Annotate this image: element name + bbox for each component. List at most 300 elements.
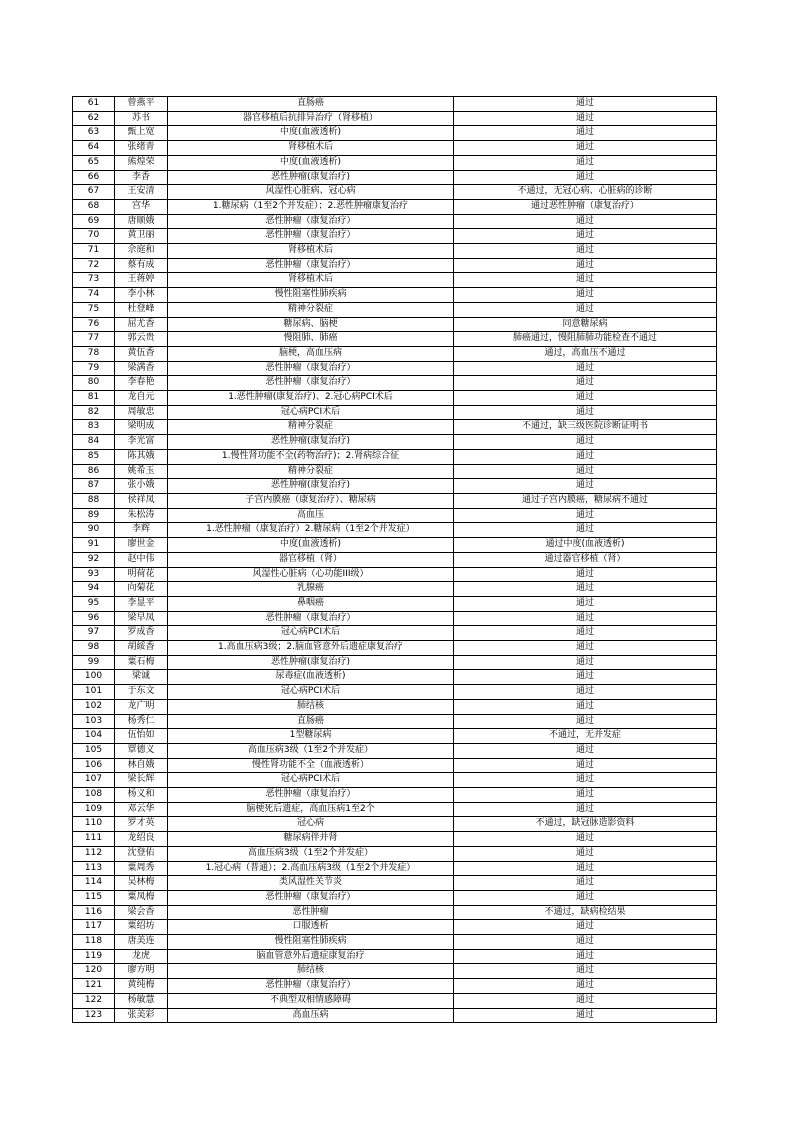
- disease-cell: 高血压病: [168, 1008, 454, 1023]
- review-result-cell: 通过: [454, 846, 717, 861]
- table-row: [73, 258, 717, 273]
- table-row: [73, 611, 717, 626]
- row-number-cell: 111: [73, 832, 115, 847]
- patient-name-cell: 李显平: [115, 596, 168, 611]
- patient-name-cell: 胡綏香: [115, 641, 168, 656]
- table-row: [73, 479, 717, 494]
- row-number-cell: 100: [73, 670, 115, 685]
- row-number-cell: 105: [73, 743, 115, 758]
- disease-cell: 中度(血液透析): [168, 538, 454, 553]
- disease-cell: 恶性肿瘤（康复治疗）: [168, 214, 454, 229]
- table-row: [73, 935, 717, 950]
- review-result-cell: 不通过，无并发症: [454, 729, 717, 744]
- disease-cell: 不典型双相情感障碍: [168, 993, 454, 1008]
- table-row: [73, 993, 717, 1008]
- patient-name-cell: 朱松涛: [115, 508, 168, 523]
- row-number-cell: 73: [73, 273, 115, 288]
- review-result-cell: 通过: [454, 479, 717, 494]
- review-result-cell: 通过: [454, 508, 717, 523]
- disease-cell: 冠心病PCI术后: [168, 405, 454, 420]
- review-result-cell: 通过: [454, 699, 717, 714]
- disease-cell: 恶性肿瘤(康复治疗): [168, 479, 454, 494]
- patient-name-cell: 姚希玉: [115, 464, 168, 479]
- review-result-cell: 通过: [454, 258, 717, 273]
- disease-cell: 恶性肿瘤（康复治疗）: [168, 361, 454, 376]
- table-row: [73, 567, 717, 582]
- table-row: [73, 317, 717, 332]
- row-number-cell: 99: [73, 655, 115, 670]
- patient-name-cell: 吴林梅: [115, 876, 168, 891]
- patient-name-cell: 屈尤香: [115, 317, 168, 332]
- patient-name-cell: 梁会香: [115, 905, 168, 920]
- row-number-cell: 103: [73, 714, 115, 729]
- review-result-cell: 通过: [454, 170, 717, 185]
- row-number-cell: 119: [73, 949, 115, 964]
- disease-cell: 风湿性心脏病、冠心病: [168, 185, 454, 200]
- row-number-cell: 108: [73, 788, 115, 803]
- disease-cell: 恶性肿瘤（康复治疗）: [168, 376, 454, 391]
- disease-cell: 恶性肿瘤（康复治疗）: [168, 229, 454, 244]
- row-number-cell: 86: [73, 464, 115, 479]
- review-result-cell: 通过: [454, 788, 717, 803]
- table-row: [73, 582, 717, 597]
- disease-cell: 脑血管意外后遗症康复治疗: [168, 949, 454, 964]
- disease-cell: 慢性阻塞性肺疾病: [168, 935, 454, 950]
- review-result-cell: 通过: [454, 935, 717, 950]
- review-result-cell: 通过: [454, 611, 717, 626]
- patient-name-cell: 王安清: [115, 185, 168, 200]
- patient-name-cell: 梁满香: [115, 361, 168, 376]
- table-row: [73, 464, 717, 479]
- patient-name-cell: 梁明成: [115, 420, 168, 435]
- row-number-cell: 97: [73, 626, 115, 641]
- row-number-cell: 92: [73, 552, 115, 567]
- table-row: [73, 802, 717, 817]
- review-result-cell: 通过: [454, 273, 717, 288]
- table-row: [73, 949, 717, 964]
- row-number-cell: 62: [73, 111, 115, 126]
- disease-cell: 1.恶性肿瘤(康复治疗)、2.冠心病PCI术后: [168, 391, 454, 406]
- table-row: [73, 773, 717, 788]
- review-result-cell: 不通过，缺病检结果: [454, 905, 717, 920]
- review-result-cell: 通过: [454, 214, 717, 229]
- review-result-cell: 通过: [454, 361, 717, 376]
- patient-name-cell: 陈其娥: [115, 449, 168, 464]
- row-number-cell: 80: [73, 376, 115, 391]
- review-result-cell: 通过: [454, 464, 717, 479]
- disease-cell: 脑梗，高血压病: [168, 346, 454, 361]
- table-row: [73, 832, 717, 847]
- disease-cell: 恶性肿瘤(康复治疗): [168, 435, 454, 450]
- review-result-cell: 通过: [454, 435, 717, 450]
- disease-cell: 尿毒症(血液透析): [168, 670, 454, 685]
- review-result-cell: 通过: [454, 641, 717, 656]
- patient-name-cell: 于东文: [115, 685, 168, 700]
- table-row: [73, 391, 717, 406]
- table-row: [73, 861, 717, 876]
- row-number-cell: 88: [73, 493, 115, 508]
- patient-name-cell: 黄纯梅: [115, 979, 168, 994]
- row-number-cell: 85: [73, 449, 115, 464]
- disease-cell: 冠心病PCI术后: [168, 685, 454, 700]
- patient-name-cell: 熊煌荣: [115, 155, 168, 170]
- review-result-cell: 通过: [454, 582, 717, 597]
- patient-name-cell: 龙虎: [115, 949, 168, 964]
- review-result-cell: 通过: [454, 523, 717, 538]
- table-row: [73, 905, 717, 920]
- table-row: [73, 641, 717, 656]
- patient-name-cell: 李小林: [115, 288, 168, 303]
- review-result-cell: 通过: [454, 670, 717, 685]
- row-number-cell: 113: [73, 861, 115, 876]
- patient-name-cell: 杨秀仁: [115, 714, 168, 729]
- review-result-cell: 不通过，缺冠脉造影资料: [454, 817, 717, 832]
- patient-name-cell: 伍怡如: [115, 729, 168, 744]
- row-number-cell: 122: [73, 993, 115, 1008]
- review-result-cell: 通过: [454, 155, 717, 170]
- review-result-cell: 通过: [454, 244, 717, 259]
- disease-cell: 肾移植术后: [168, 141, 454, 156]
- disease-cell: 恶性肿瘤（康复治疗）: [168, 611, 454, 626]
- review-result-cell: 通过: [454, 229, 717, 244]
- row-number-cell: 64: [73, 141, 115, 156]
- patient-name-cell: 佘庭和: [115, 244, 168, 259]
- review-result-cell: 通过: [454, 964, 717, 979]
- table-row: [73, 596, 717, 611]
- patient-name-cell: 罗成香: [115, 626, 168, 641]
- review-result-cell: 通过器官移植（肾）: [454, 552, 717, 567]
- disease-cell: 慢性肾功能不全（血液透析）: [168, 758, 454, 773]
- patient-name-cell: 赵中伟: [115, 552, 168, 567]
- row-number-cell: 98: [73, 641, 115, 656]
- review-result-cell: 肺癌通过，慢阻肺肺功能检查不通过: [454, 332, 717, 347]
- table-row: [73, 817, 717, 832]
- review-result-cell: 通过: [454, 97, 717, 112]
- disease-cell: 冠心病PCI术后: [168, 626, 454, 641]
- review-result-cell: 通过: [454, 802, 717, 817]
- patient-name-cell: 粟石梅: [115, 655, 168, 670]
- review-result-cell: 通过: [454, 890, 717, 905]
- table-row: [73, 111, 717, 126]
- patient-name-cell: 李光富: [115, 435, 168, 450]
- table-row: [73, 361, 717, 376]
- table-row: [73, 788, 717, 803]
- row-number-cell: 76: [73, 317, 115, 332]
- table-row: [73, 493, 717, 508]
- row-number-cell: 63: [73, 126, 115, 141]
- review-result-cell: 通过: [454, 126, 717, 141]
- row-number-cell: 71: [73, 244, 115, 259]
- disease-cell: 器官移植后抗排异治疗（肾移植）: [168, 111, 454, 126]
- row-number-cell: 79: [73, 361, 115, 376]
- patient-name-cell: 甄上宽: [115, 126, 168, 141]
- patient-name-cell: 郭云贵: [115, 332, 168, 347]
- row-number-cell: 116: [73, 905, 115, 920]
- review-result-cell: 通过: [454, 743, 717, 758]
- table-row: [73, 685, 717, 700]
- disease-cell: 肺结核: [168, 964, 454, 979]
- disease-cell: 恶性肿瘤（康复治疗）: [168, 258, 454, 273]
- patient-name-cell: 张小娥: [115, 479, 168, 494]
- row-number-cell: 90: [73, 523, 115, 538]
- disease-cell: 1.冠心病（普通）；2.高血压病3级（1至2个并发症）: [168, 861, 454, 876]
- row-number-cell: 123: [73, 1008, 115, 1023]
- row-number-cell: 89: [73, 508, 115, 523]
- row-number-cell: 93: [73, 567, 115, 582]
- table-row: [73, 449, 717, 464]
- disease-cell: 子宫内膜癌（康复治疗）、糖尿病: [168, 493, 454, 508]
- disease-cell: 糖尿病、脑梗: [168, 317, 454, 332]
- disease-cell: 恶性肿瘤(康复治疗): [168, 655, 454, 670]
- table-row: [73, 846, 717, 861]
- patient-name-cell: 王蒋婷: [115, 273, 168, 288]
- review-result-cell: 通过: [454, 714, 717, 729]
- table-row: [73, 273, 717, 288]
- review-result-cell: 通过: [454, 449, 717, 464]
- review-result-cell: 通过: [454, 302, 717, 317]
- table-row: [73, 758, 717, 773]
- table-row: [73, 97, 717, 112]
- disease-cell: 风湿性心脏病（心功能III级）: [168, 567, 454, 582]
- patient-name-cell: 黄卫丽: [115, 229, 168, 244]
- patient-name-cell: 杜登峰: [115, 302, 168, 317]
- patient-name-cell: 唐美连: [115, 935, 168, 950]
- patient-name-cell: 张美彩: [115, 1008, 168, 1023]
- table-row: [73, 626, 717, 641]
- row-number-cell: 84: [73, 435, 115, 450]
- patient-name-cell: 覃德义: [115, 743, 168, 758]
- disease-cell: 鼻咽癌: [168, 596, 454, 611]
- review-result-cell: 通过: [454, 993, 717, 1008]
- table-row: [73, 244, 717, 259]
- table-row: [73, 214, 717, 229]
- row-number-cell: 69: [73, 214, 115, 229]
- table-row: [73, 523, 717, 538]
- patient-name-cell: 罗才英: [115, 817, 168, 832]
- patient-name-cell: 向菊花: [115, 582, 168, 597]
- row-number-cell: 120: [73, 964, 115, 979]
- table-row: [73, 743, 717, 758]
- review-result-cell: 不通过，缺三级医院诊断证明书: [454, 420, 717, 435]
- review-result-cell: 通过恶性肿瘤（康复治疗）: [454, 199, 717, 214]
- patient-name-cell: 龙绍良: [115, 832, 168, 847]
- disease-cell: 慢阻肺、肺癌: [168, 332, 454, 347]
- review-result-cell: 通过: [454, 861, 717, 876]
- review-result-cell: 通过: [454, 1008, 717, 1023]
- row-number-cell: 101: [73, 685, 115, 700]
- review-result-cell: 通过: [454, 876, 717, 891]
- table-row: [73, 332, 717, 347]
- table-row: [73, 508, 717, 523]
- table-row: [73, 964, 717, 979]
- disease-cell: 恶性肿瘤(康复治疗): [168, 170, 454, 185]
- patient-name-cell: 粟凤梅: [115, 890, 168, 905]
- disease-cell: 肾移植术后: [168, 273, 454, 288]
- patient-name-cell: 杨敏慧: [115, 993, 168, 1008]
- row-number-cell: 61: [73, 97, 115, 112]
- row-number-cell: 75: [73, 302, 115, 317]
- disease-cell: 恶性肿瘤: [168, 905, 454, 920]
- disease-cell: 直肠癌: [168, 714, 454, 729]
- table-row: [73, 229, 717, 244]
- row-number-cell: 67: [73, 185, 115, 200]
- disease-cell: 中度(血液透析): [168, 126, 454, 141]
- table-row: [73, 979, 717, 994]
- review-result-cell: 通过: [454, 596, 717, 611]
- row-number-cell: 109: [73, 802, 115, 817]
- review-result-cell: 通过中度(血液透析): [454, 538, 717, 553]
- disease-cell: 口服透析: [168, 920, 454, 935]
- review-result-cell: 通过: [454, 391, 717, 406]
- review-result-cell: 通过子宫内膜癌，糖尿病不通过: [454, 493, 717, 508]
- patient-name-cell: 蔡有成: [115, 258, 168, 273]
- review-result-cell: 通过: [454, 832, 717, 847]
- patient-name-cell: 周敏忠: [115, 405, 168, 420]
- patient-name-cell: 李香: [115, 170, 168, 185]
- patient-name-cell: 梁诚: [115, 670, 168, 685]
- table-row: [73, 185, 717, 200]
- patient-name-cell: 廖世金: [115, 538, 168, 553]
- table-row: [73, 302, 717, 317]
- row-number-cell: 121: [73, 979, 115, 994]
- review-result-cell: 同意糖尿病: [454, 317, 717, 332]
- row-number-cell: 107: [73, 773, 115, 788]
- row-number-cell: 66: [73, 170, 115, 185]
- row-number-cell: 65: [73, 155, 115, 170]
- row-number-cell: 78: [73, 346, 115, 361]
- table-row: [73, 729, 717, 744]
- row-number-cell: 70: [73, 229, 115, 244]
- patient-name-cell: 黄伍香: [115, 346, 168, 361]
- review-result-cell: 通过: [454, 288, 717, 303]
- disease-cell: 1.糖尿病（1至2个并发症）；2.恶性肿瘤康复治疗: [168, 199, 454, 214]
- review-result-cell: 通过: [454, 655, 717, 670]
- table-row: [73, 155, 717, 170]
- table-row: [73, 552, 717, 567]
- patient-name-cell: 唐顺娥: [115, 214, 168, 229]
- patient-name-cell: 张绪青: [115, 141, 168, 156]
- disease-cell: 高血压病3级（1至2个并发症）: [168, 743, 454, 758]
- row-number-cell: 68: [73, 199, 115, 214]
- row-number-cell: 83: [73, 420, 115, 435]
- review-result-cell: 通过: [454, 949, 717, 964]
- disease-cell: 直肠癌: [168, 97, 454, 112]
- table-row: [73, 170, 717, 185]
- row-number-cell: 87: [73, 479, 115, 494]
- disease-cell: 肺结核: [168, 699, 454, 714]
- table-row: [73, 655, 717, 670]
- row-number-cell: 110: [73, 817, 115, 832]
- table-row: [73, 126, 717, 141]
- review-result-cell: 通过: [454, 920, 717, 935]
- table-row: [73, 1008, 717, 1023]
- patient-name-cell: 沈登佑: [115, 846, 168, 861]
- row-number-cell: 82: [73, 405, 115, 420]
- table-row: [73, 346, 717, 361]
- patient-name-cell: 廖方明: [115, 964, 168, 979]
- disease-cell: 1.恶性肿瘤（康复治疗）2.糖尿病（1至2个并发症）: [168, 523, 454, 538]
- review-result-cell: 不通过，无冠心病、心脏病的诊断: [454, 185, 717, 200]
- review-result-cell: 通过: [454, 685, 717, 700]
- disease-cell: 慢性阻塞性肺疾病: [168, 288, 454, 303]
- review-result-cell: 通过: [454, 376, 717, 391]
- patient-name-cell: 侯祥凤: [115, 493, 168, 508]
- table-row: [73, 714, 717, 729]
- review-result-cell: 通过: [454, 111, 717, 126]
- row-number-cell: 95: [73, 596, 115, 611]
- table-row: [73, 920, 717, 935]
- table-row: [73, 141, 717, 156]
- table-row: [73, 435, 717, 450]
- table-row: [73, 890, 717, 905]
- patient-name-cell: 杨义和: [115, 788, 168, 803]
- review-result-cell: 通过: [454, 773, 717, 788]
- row-number-cell: 102: [73, 699, 115, 714]
- disease-cell: 冠心病PCI术后: [168, 773, 454, 788]
- table-row: [73, 699, 717, 714]
- disease-cell: 精神分裂症: [168, 420, 454, 435]
- disease-cell: 冠心病: [168, 817, 454, 832]
- disease-cell: 高血压: [168, 508, 454, 523]
- table-row: [73, 876, 717, 891]
- table-row: [73, 538, 717, 553]
- disease-cell: 乳腺癌: [168, 582, 454, 597]
- patient-name-cell: 邓云华: [115, 802, 168, 817]
- patient-name-cell: 梁早凤: [115, 611, 168, 626]
- row-number-cell: 104: [73, 729, 115, 744]
- row-number-cell: 74: [73, 288, 115, 303]
- patient-name-cell: 梁长辉: [115, 773, 168, 788]
- patient-name-cell: 李春艳: [115, 376, 168, 391]
- patient-name-cell: 曾燕平: [115, 97, 168, 112]
- review-table: [72, 96, 717, 1023]
- review-result-cell: 通过: [454, 141, 717, 156]
- review-result-cell: 通过: [454, 405, 717, 420]
- row-number-cell: 94: [73, 582, 115, 597]
- disease-cell: 恶性肿瘤（康复治疗）: [168, 979, 454, 994]
- row-number-cell: 106: [73, 758, 115, 773]
- review-result-cell: 通过: [454, 979, 717, 994]
- row-number-cell: 81: [73, 391, 115, 406]
- disease-cell: 类风湿性关节炎: [168, 876, 454, 891]
- review-result-cell: 通过: [454, 567, 717, 582]
- row-number-cell: 72: [73, 258, 115, 273]
- row-number-cell: 117: [73, 920, 115, 935]
- review-result-cell: 通过，高血压不通过: [454, 346, 717, 361]
- patient-name-cell: 苏书: [115, 111, 168, 126]
- row-number-cell: 112: [73, 846, 115, 861]
- patient-name-cell: 粟周秀: [115, 861, 168, 876]
- review-result-cell: 通过: [454, 758, 717, 773]
- row-number-cell: 115: [73, 890, 115, 905]
- disease-cell: 器官移植（肾）: [168, 552, 454, 567]
- disease-cell: 糖尿病伴并肾: [168, 832, 454, 847]
- row-number-cell: 114: [73, 876, 115, 891]
- table-row: [73, 376, 717, 391]
- patient-name-cell: 龙自元: [115, 391, 168, 406]
- patient-name-cell: 粟绍坊: [115, 920, 168, 935]
- table-row: [73, 420, 717, 435]
- disease-cell: 高血压病3级（1至2个并发症）: [168, 846, 454, 861]
- table-row: [73, 199, 717, 214]
- row-number-cell: 118: [73, 935, 115, 950]
- disease-cell: 脑梗死后遗症，高血压病1至2个: [168, 802, 454, 817]
- patient-name-cell: 李辉: [115, 523, 168, 538]
- table-row: [73, 670, 717, 685]
- table-row: [73, 288, 717, 303]
- disease-cell: 中度(血液透析): [168, 155, 454, 170]
- disease-cell: 肾移植术后: [168, 244, 454, 259]
